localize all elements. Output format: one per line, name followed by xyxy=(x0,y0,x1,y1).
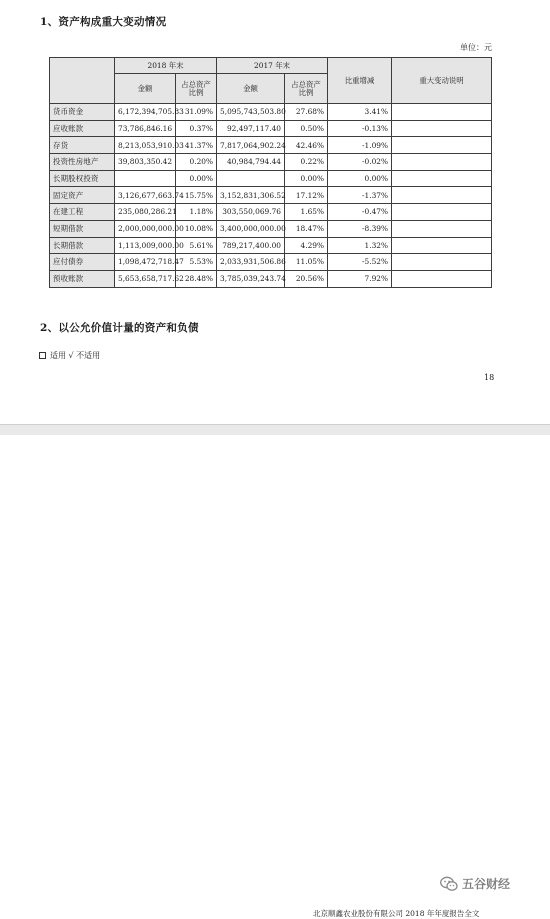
ratio-2018-cell: 0.00% xyxy=(176,170,217,187)
amount-2017-cell: 2,033,931,506.86 xyxy=(217,254,285,271)
amount-2017-cell: 5,095,743,503.80 xyxy=(217,104,285,121)
header-amount-2018: 金额 xyxy=(115,74,176,104)
ratio-2017-cell: 1.65% xyxy=(285,204,328,221)
unit-label: 单位：元 xyxy=(460,43,492,52)
amount-2018-cell: 39,803,350.42 xyxy=(115,154,176,171)
change-cell: -1.09% xyxy=(328,137,392,154)
amount-2017-cell: 789,217,400.00 xyxy=(217,237,285,254)
amount-2017-cell xyxy=(217,170,285,187)
header-amount-2017: 金额 xyxy=(217,74,285,104)
amount-2018-cell: 6,172,394,705.83 xyxy=(115,104,176,121)
change-cell: -5.52% xyxy=(328,254,392,271)
amount-2017-cell: 7,817,064,902.24 xyxy=(217,137,285,154)
page-footer: 北京顺鑫农业股份有限公司 2018 年年度报告全文 xyxy=(313,909,480,918)
header-change: 比重增减 xyxy=(328,58,392,104)
explanation-cell xyxy=(392,120,492,137)
ratio-2017-cell: 0.22% xyxy=(285,154,328,171)
watermark-text: 五谷财经 xyxy=(462,877,511,891)
ratio-2017-cell: 20.56% xyxy=(285,270,328,287)
ratio-2018-cell: 5.61% xyxy=(176,237,217,254)
wechat-logo-icon xyxy=(440,876,458,892)
table-row xyxy=(50,137,492,154)
explanation-cell xyxy=(392,254,492,271)
explanation-cell xyxy=(392,220,492,237)
explanation-cell xyxy=(392,237,492,254)
amount-2017-cell: 92,497,117.40 xyxy=(217,120,285,137)
ratio-2018-cell: 1.18% xyxy=(176,204,217,221)
table-row xyxy=(50,104,492,121)
ratio-2018-cell: 41.37% xyxy=(176,137,217,154)
change-cell: -8.39% xyxy=(328,220,392,237)
ratio-2017-cell: 0.50% xyxy=(285,120,328,137)
amount-2018-cell: 73,786,846.16 xyxy=(115,120,176,137)
ratio-2018-cell: 10.08% xyxy=(176,220,217,237)
header-2017: 2017 年末 xyxy=(217,58,328,74)
row-label-cell: 应收账款 xyxy=(50,120,115,137)
row-label-cell: 应付债券 xyxy=(50,254,115,271)
amount-2018-cell xyxy=(115,170,176,187)
table-row xyxy=(50,270,492,287)
watermark xyxy=(440,875,510,892)
ratio-2018-cell: 5.53% xyxy=(176,254,217,271)
amount-2018-cell: 1,098,472,718.47 xyxy=(115,254,176,271)
header-2018: 2018 年末 xyxy=(115,58,217,74)
header-ratio-2017: 占总资产 比例 xyxy=(285,74,328,104)
header-explanation: 重大变动说明 xyxy=(392,58,492,104)
report-page xyxy=(0,0,550,426)
explanation-cell xyxy=(392,137,492,154)
corner-header-cell xyxy=(50,58,115,104)
header-ratio-2018: 占总资产 比例 xyxy=(176,74,217,104)
ratio-2018-cell: 28.48% xyxy=(176,270,217,287)
explanation-cell xyxy=(392,104,492,121)
change-cell: -0.13% xyxy=(328,120,392,137)
change-cell: -0.47% xyxy=(328,204,392,221)
amount-2018-cell: 3,126,677,663.74 xyxy=(115,187,176,204)
row-label-cell: 预收账款 xyxy=(50,270,115,287)
amount-2018-cell: 2,000,000,000.00 xyxy=(115,220,176,237)
table-row xyxy=(50,237,492,254)
amount-2018-cell: 5,653,658,717.62 xyxy=(115,270,176,287)
ratio-2017-cell: 0.00% xyxy=(285,170,328,187)
ratio-2018-cell: 0.20% xyxy=(176,154,217,171)
explanation-cell xyxy=(392,270,492,287)
table-row xyxy=(50,187,492,204)
amount-2018-cell: 235,080,286.21 xyxy=(115,204,176,221)
explanation-cell xyxy=(392,204,492,221)
row-label-cell: 长期股权投资 xyxy=(50,170,115,187)
change-cell: 0.00% xyxy=(328,170,392,187)
amount-2018-cell: 8,213,053,910.03 xyxy=(115,137,176,154)
page-number: 18 xyxy=(484,373,495,382)
section1-title: 1、资产构成重大变动情况 xyxy=(40,16,167,28)
amount-2017-cell: 303,550,069.76 xyxy=(217,204,285,221)
ratio-2018-cell: 15.75% xyxy=(176,187,217,204)
row-label-cell: 投资性房地产 xyxy=(50,154,115,171)
table-row xyxy=(50,204,492,221)
row-label-cell: 固定资产 xyxy=(50,187,115,204)
table-row xyxy=(50,254,492,271)
section2-title: 2、以公允价值计量的资产和负债 xyxy=(40,322,199,334)
applicable-text: 适用 √ 不适用 xyxy=(50,351,101,360)
table-row xyxy=(50,154,492,171)
ratio-2018-cell: 31.09% xyxy=(176,104,217,121)
amount-2017-cell: 3,152,831,306.52 xyxy=(217,187,285,204)
next-page xyxy=(0,435,550,918)
explanation-cell xyxy=(392,154,492,171)
amount-2018-cell: 1,113,009,000.00 xyxy=(115,237,176,254)
row-label-cell: 短期借款 xyxy=(50,220,115,237)
row-label-cell: 存货 xyxy=(50,137,115,154)
change-cell: -0.02% xyxy=(328,154,392,171)
change-cell: 7.92% xyxy=(328,270,392,287)
explanation-cell xyxy=(392,170,492,187)
applicable-line xyxy=(39,350,100,361)
change-cell: -1.37% xyxy=(328,187,392,204)
table-row xyxy=(50,170,492,187)
ratio-2017-cell: 4.29% xyxy=(285,237,328,254)
amount-2017-cell: 3,400,000,000.00 xyxy=(217,220,285,237)
asset-structure-table xyxy=(49,57,492,288)
change-cell: 3.41% xyxy=(328,104,392,121)
row-label-cell: 长期借款 xyxy=(50,237,115,254)
change-cell: 1.32% xyxy=(328,237,392,254)
explanation-cell xyxy=(392,187,492,204)
row-label-cell: 货币资金 xyxy=(50,104,115,121)
ratio-2017-cell: 17.12% xyxy=(285,187,328,204)
amount-2017-cell: 3,785,039,243.74 xyxy=(217,270,285,287)
ratio-2017-cell: 42.46% xyxy=(285,137,328,154)
ratio-2018-cell: 0.37% xyxy=(176,120,217,137)
ratio-2017-cell: 11.05% xyxy=(285,254,328,271)
ratio-2017-cell: 18.47% xyxy=(285,220,328,237)
ratio-2017-cell: 27.68% xyxy=(285,104,328,121)
table-row xyxy=(50,120,492,137)
checkbox-icon xyxy=(39,352,46,359)
row-label-cell: 在建工程 xyxy=(50,204,115,221)
table-row xyxy=(50,220,492,237)
amount-2017-cell: 40,984,794.44 xyxy=(217,154,285,171)
